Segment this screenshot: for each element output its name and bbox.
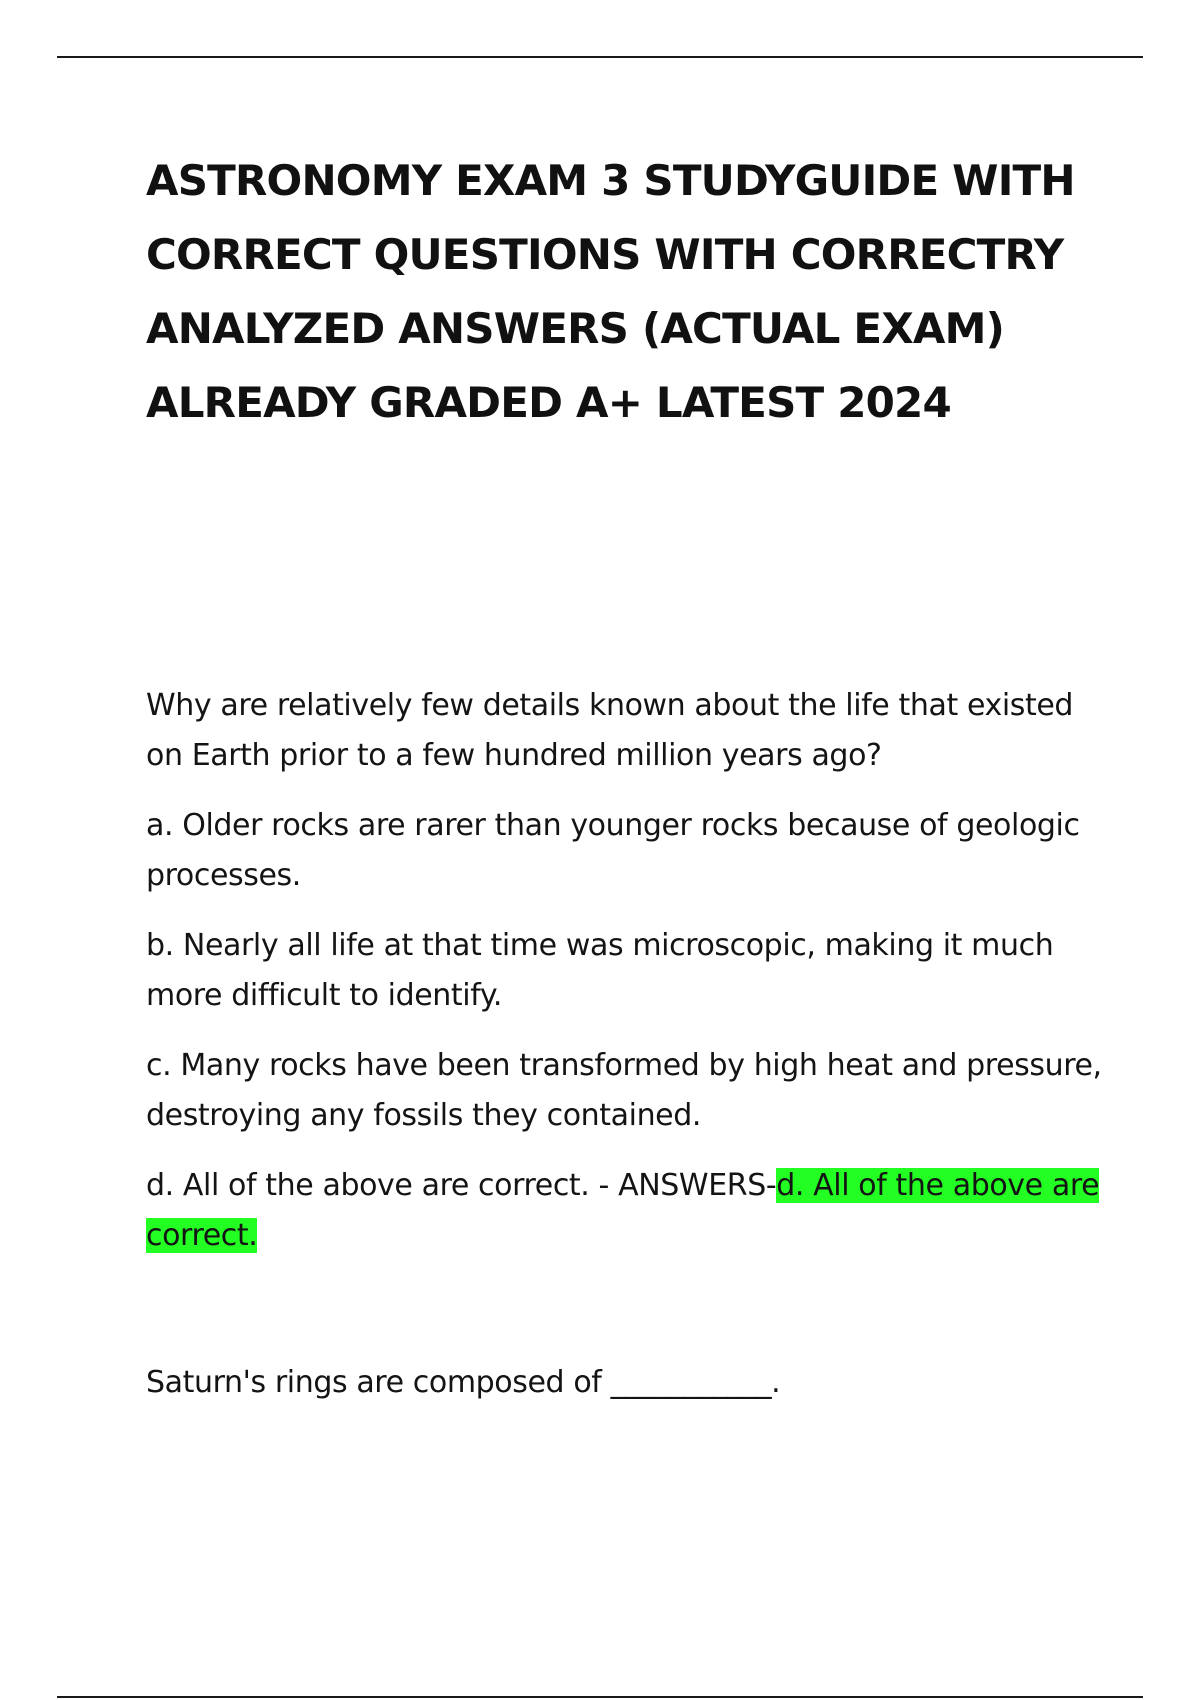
document-body [146,144,1106,1428]
answer-option-c: c. Many rocks have been transformed by high heat and pressure, destroying any fossils they contained. [146,1048,1102,1133]
question-prompt-2: Saturn's rings are composed of ___________. [146,1365,781,1400]
document-title: ASTRONOMY EXAM 3 STUDYGUIDE WITH CORRECT QUESTIONS WITH CORRECTRY ANALYZED ANSWERS (ACTUAL EXAM) ALREADY GRADED A+ LATEST 2024 [146,156,1075,427]
bottom-divider [57,1696,1143,1698]
highlighted-answer: d. All of the above are correct. [146,1168,1100,1253]
top-divider [57,56,1143,58]
option-d-text: d. All of the above are correct. - ANSWERS- [146,1168,777,1203]
question-block-1 [146,681,1106,1261]
question-prompt: Why are relatively few details known about the life that existed on Earth prior to a few hundred million years ago? [146,688,1074,773]
answer-option-b: b. Nearly all life at that time was microscopic, making it much more difficult to identify. [146,928,1054,1013]
answer-option-d [146,1161,1106,1261]
answer-option-a: a. Older rocks are rarer than younger rocks because of geologic processes. [146,808,1080,893]
